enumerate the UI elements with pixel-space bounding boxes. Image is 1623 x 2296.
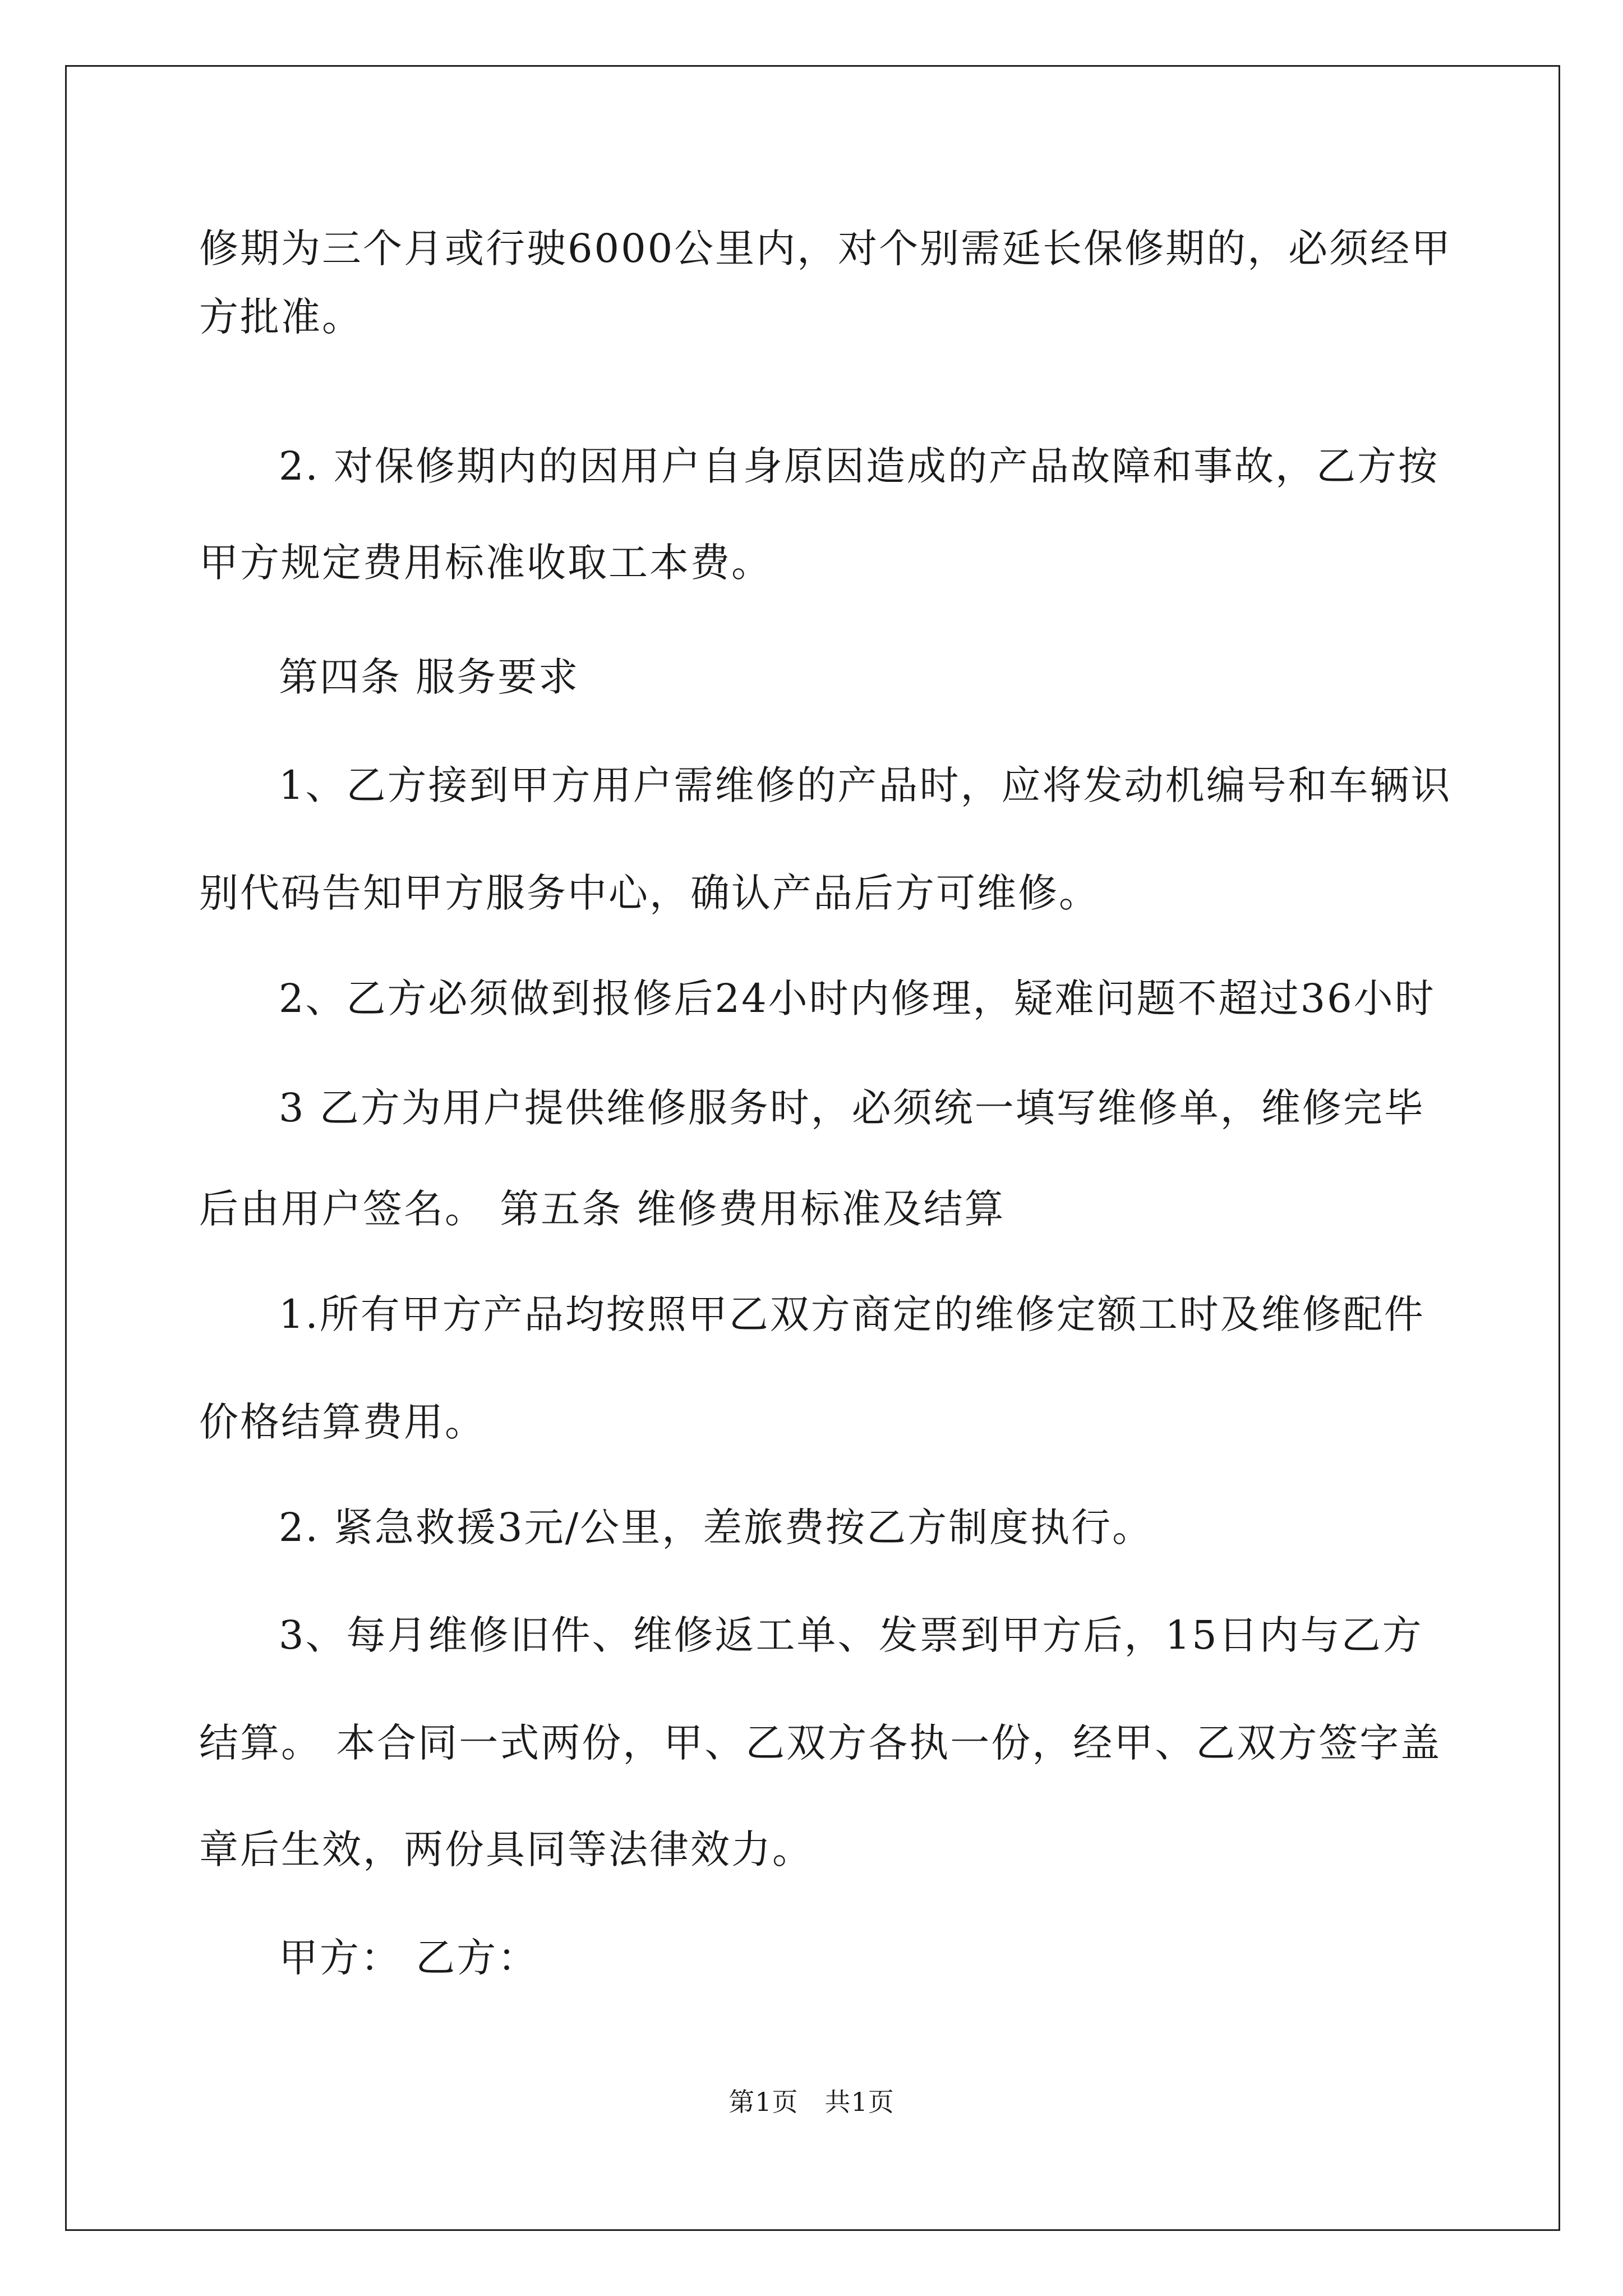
- text-line: 别代码告知甲方服务中心，确认产品后方可维修。: [199, 870, 1100, 916]
- text-line: 3、每月维修旧件、维修返工单、发票到甲方后，15日内与乙方: [279, 1612, 1423, 1658]
- text-line: 章后生效，两份具同等法律效力。: [199, 1826, 813, 1872]
- section-heading: 第四条 服务要求: [279, 654, 580, 700]
- text-line: 2、乙方必须做到报修后24小时内修理，疑难问题不超过36小时: [279, 976, 1436, 1022]
- text-line: 甲方规定费用标准收取工本费。: [199, 540, 772, 586]
- text-line: 后由用户签名。 第五条 维修费用标准及结算: [199, 1186, 1006, 1232]
- text-line: 1、乙方接到甲方用户需维修的产品时，应将发动机编号和车辆识: [279, 762, 1452, 808]
- text-line: 价格结算费用。: [199, 1399, 486, 1445]
- text-line: 3 乙方为用户提供维修服务时，必须统一填写维修单，维修完毕: [279, 1085, 1425, 1131]
- text-line: 2. 紧急救援3元/公里，差旅费按乙方制度执行。: [279, 1504, 1154, 1550]
- text-line: 1.所有甲方产品均按照甲乙双方商定的维修定额工时及维修配件: [279, 1291, 1425, 1337]
- signature-line: 甲方： 乙方：: [279, 1935, 539, 1981]
- page-number: 第1页 共1页: [728, 2087, 895, 2117]
- text-line: 方批准。: [199, 294, 363, 340]
- text-line: 结算。 本合同一式两份，甲、乙双方各执一份，经甲、乙双方签字盖: [199, 1720, 1442, 1766]
- text-line: 修期为三个月或行驶6000公里内，对个别需延长保修期的，必须经甲: [199, 226, 1453, 272]
- text-line: 2. 对保修期内的因用户自身原因造成的产品故障和事故，乙方按: [279, 443, 1440, 489]
- page-border: [65, 65, 1560, 2231]
